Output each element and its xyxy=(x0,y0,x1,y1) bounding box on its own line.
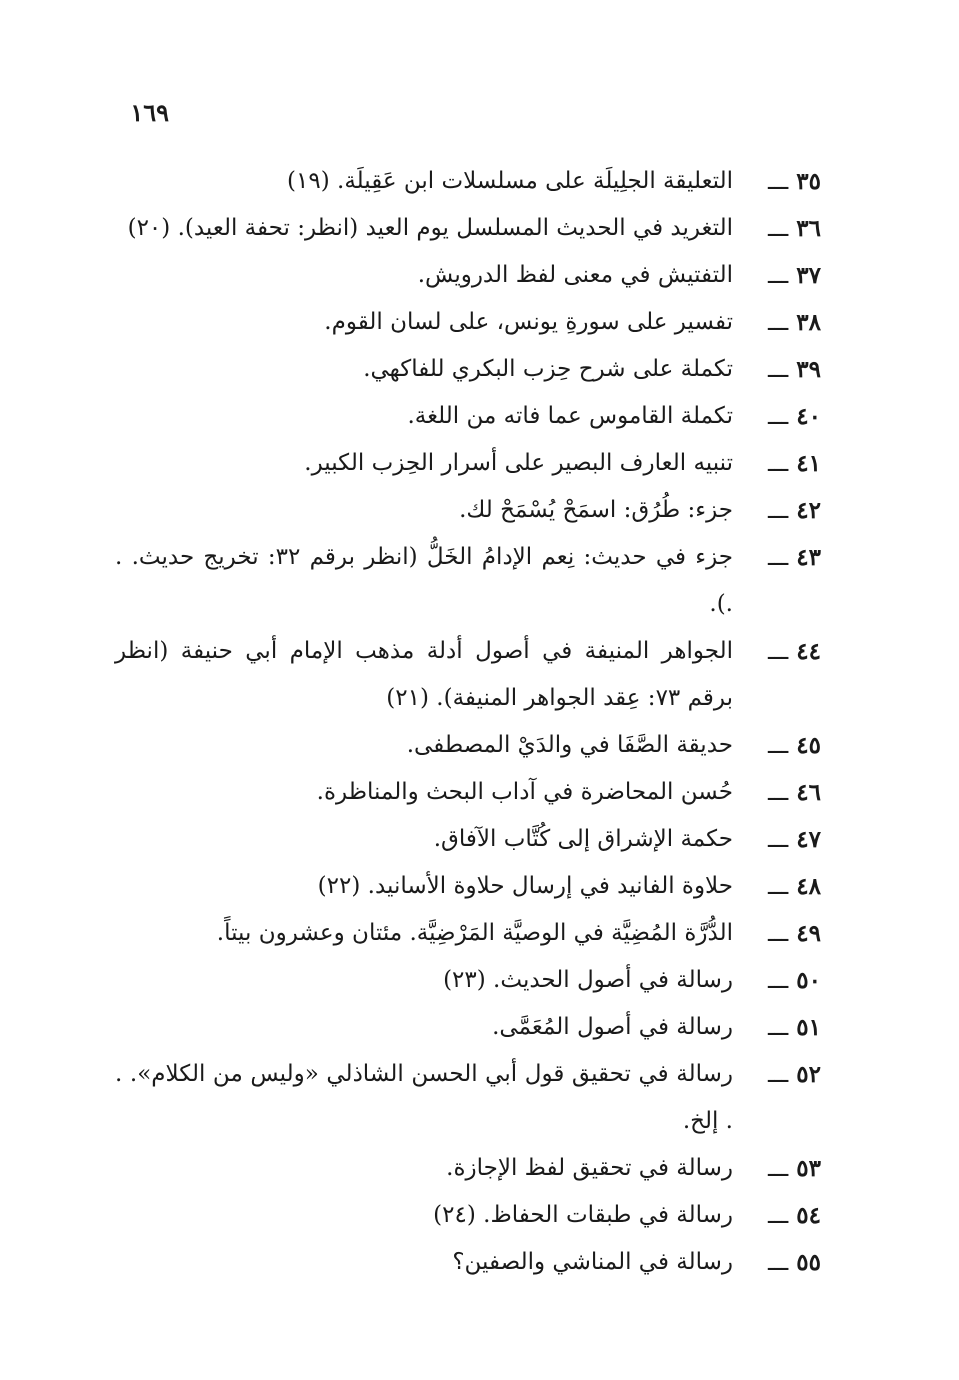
entry-title: رسالة في أصول الحديث. (٢٣) xyxy=(443,967,733,993)
entry-title: حديقة الصَّفَا في والدَيْ المصطفى. xyxy=(406,732,733,758)
entry-title: حكمة الإشراق إلى كُتَّاب الآفاق. xyxy=(433,826,733,852)
entry-title: حلاوة الفانيد في إرسال حلاوة الأسانيد. (٢٢) xyxy=(317,873,733,899)
entry-number: ٣٩ ـــ xyxy=(768,356,821,383)
entry-title: تفسير على سورةِ يونس، على لسان القوم. xyxy=(324,309,733,335)
entry-title: التعليقة الجلِيلَة على مسلسلات ابن عَقِيلَة. (١٩) xyxy=(287,168,733,194)
list-item xyxy=(115,1239,821,1286)
entry-number: ٤٣ ـــ xyxy=(768,544,821,571)
entry-number: ٤٤ ـــ xyxy=(768,638,821,665)
list-item xyxy=(115,1192,821,1239)
list-item xyxy=(115,1145,821,1192)
entry-number: ٥٢ ـــ xyxy=(768,1061,821,1088)
entry-number: ٣٦ ـــ xyxy=(768,215,821,242)
entry-title: رسالة في المناشي والصفين؟ xyxy=(452,1249,733,1275)
entry-number: ٤٦ ـــ xyxy=(768,779,821,806)
entry-number: ٤٠ ـــ xyxy=(768,403,821,430)
entry-title: الجواهر المنيفة في أصول أدلة مذهب الإمام أبي حنيفة (انظر برقم ٧٣: عِقد الجواهر المنيفة). (٢١) xyxy=(115,638,733,711)
entry-number: ٣٨ ـــ xyxy=(768,309,821,336)
entry-number: ٤٨ ـــ xyxy=(768,873,821,900)
list-item xyxy=(115,910,821,957)
list-item xyxy=(115,1004,821,1051)
list-item xyxy=(115,628,821,722)
entry-number: ٤٥ ـــ xyxy=(768,732,821,759)
entry-number: ٥١ ـــ xyxy=(768,1014,821,1041)
entry-number: ٥٤ ـــ xyxy=(768,1202,821,1229)
entry-number: ٤٢ ـــ xyxy=(768,497,821,524)
entry-title: رسالة في أصول المُعَمَّى. xyxy=(492,1014,733,1040)
entry-number: ٤٧ ـــ xyxy=(768,826,821,853)
list-item xyxy=(115,957,821,1004)
list-item xyxy=(115,252,821,299)
entry-title: رسالة في طبقات الحفاظ. (٢٤) xyxy=(433,1202,733,1228)
list-item xyxy=(115,205,821,252)
bibliography-list xyxy=(115,158,821,1286)
entry-number: ٤١ ـــ xyxy=(768,450,821,477)
entry-number: ٣٥ ـــ xyxy=(768,168,821,195)
list-item xyxy=(115,393,821,440)
list-item xyxy=(115,299,821,346)
entry-title: تكملة القاموس عما فاته من اللغة. xyxy=(407,403,733,429)
list-item xyxy=(115,816,821,863)
list-item xyxy=(115,440,821,487)
entry-number: ٥٠ ـــ xyxy=(768,967,821,994)
entry-title: التغريد في الحديث المسلسل يوم العيد (انظر: تحفة العيد). (٢٠) xyxy=(127,215,733,241)
entry-number: ٣٧ ـــ xyxy=(768,262,821,289)
entry-title: الدُّرَّة المُضِيَّة في الوصيَّة المَرْضِيَّة. مئتان وعشرون بيتاً. xyxy=(216,920,733,946)
list-item xyxy=(115,722,821,769)
list-item xyxy=(115,534,821,628)
list-item xyxy=(115,769,821,816)
list-item xyxy=(115,346,821,393)
entry-title: رسالة في تحقيق لفظ الإجازة. xyxy=(446,1155,733,1181)
entry-number: ٤٩ ـــ xyxy=(768,920,821,947)
list-item xyxy=(115,158,821,205)
list-item xyxy=(115,487,821,534)
entry-title: التفتيش في معنى لفظ الدرويش. xyxy=(417,262,733,288)
entry-title: رسالة في تحقيق قول أبي الحسن الشاذلي «وليس من الكلام». . . إلخ. xyxy=(115,1061,733,1134)
entry-title: جزء: طُرُق: اسمَحْ يُسْمَحْ لك. xyxy=(459,497,733,523)
list-item xyxy=(115,1051,821,1145)
page-number: ١٦٩ xyxy=(130,98,169,127)
entry-number: ٥٣ ـــ xyxy=(768,1155,821,1182)
entry-title: تنبيه العارف البصير على أسرار الحِزب الكبير. xyxy=(304,450,733,476)
entry-title: جزء في حديث: نِعم الإدامُ الخَلُّ (انظر برقم ٣٢: تخريج حديث. . .). xyxy=(115,544,733,617)
entry-title: حُسن المحاضرة في آداب البحث والمناظرة. xyxy=(316,779,733,805)
list-item xyxy=(115,863,821,910)
entry-title: تكملة على شرح حِزب البكري للفاكهي. xyxy=(363,356,733,382)
entry-number: ٥٥ ـــ xyxy=(768,1249,821,1276)
